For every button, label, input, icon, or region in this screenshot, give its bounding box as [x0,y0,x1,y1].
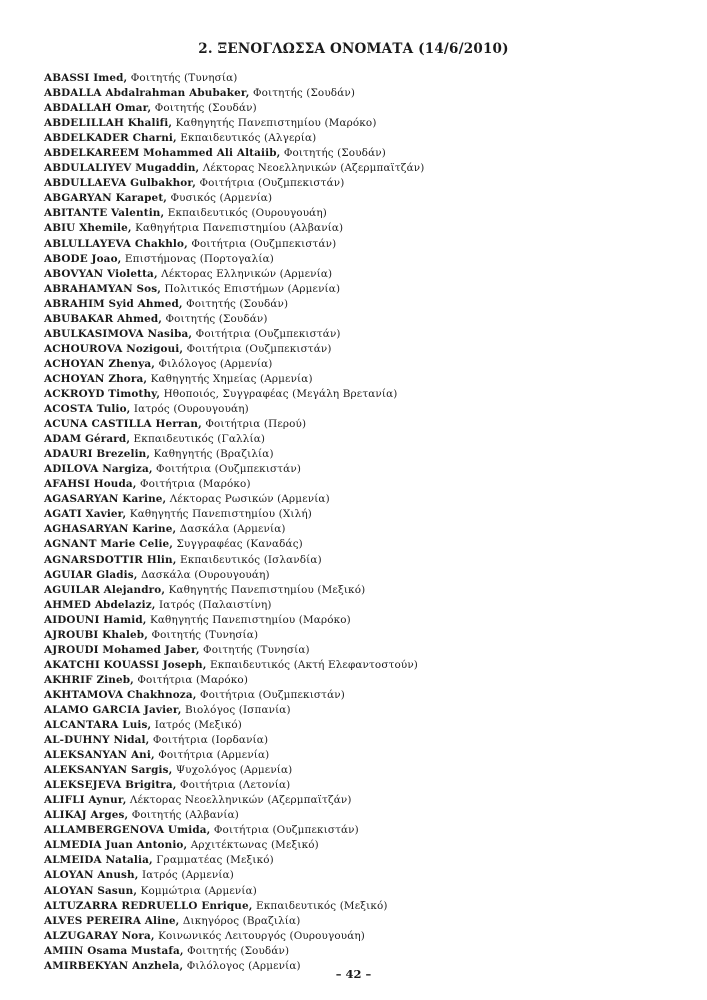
entry-name: ABLULLAYEVA Chakhlo, [44,237,188,250]
entry-description: Φοιτητής (Σουδάν) [151,102,257,115]
entry-name: AGASARYAN Karine, [44,493,167,506]
entry-name: ABDALLA Abdalrahman Abubaker, [44,87,250,100]
entry-name: AGNARSDOTTIR Hlin, [44,553,177,566]
list-item [44,598,684,613]
list-item [44,357,684,372]
entry-description: Φοιτητής (Σουδάν) [162,312,268,325]
entry-description: Φοιτήτρια (Ουζμπεκιστάν) [192,327,341,340]
list-item [44,673,684,688]
entry-description: Φιλόλογος (Αρμενία) [155,357,273,370]
entry-description: Καθηγητής Πανεπιστημίου (Μαρόκο) [172,117,377,130]
entry-description: Γραμματέας (Μεξικό) [152,854,274,867]
list-item [44,342,684,357]
entry-description: Δικηγόρος (Βραζιλία) [179,914,301,927]
list-item [44,267,684,282]
entry-description: Ιατρός (Αρμενία) [138,869,234,882]
list-item [44,808,684,823]
entry-name: ABDULALIYEV Mugaddin, [44,162,200,175]
entry-name: ABASSI Imed, [44,72,128,84]
entry-description: Καθηγητής Πανεπιστημίου (Μαρόκο) [146,613,351,626]
list-item [44,417,684,432]
entry-description: Καθηγητής Πανεπιστημίου (Μεξικό) [165,583,366,596]
entry-name: ALVES PEREIRA Aline, [44,914,180,927]
entry-description: Φοιτήτρια (Ουζμπεκιστάν) [196,688,345,701]
entry-name: ABDELKADER Charni, [44,132,177,145]
entry-description: Ιατρός (Μεξικό) [151,719,243,732]
list-item [44,387,684,402]
list-item [44,628,684,643]
entry-description: Φοιτητής (Αλβανία) [128,809,239,822]
entry-description: Λέκτορας Ελληνικών (Αρμενία) [157,267,333,280]
entry-description: Εκπαιδευτικός (Γαλλία) [130,433,266,446]
list-item [44,899,684,914]
list-item [44,312,684,327]
entry-name: ADILOVA Nargiza, [44,463,153,476]
list-item [44,778,684,793]
list-item [44,252,684,267]
entry-name: ADAURI Brezelin, [44,448,151,461]
page-title: 2. ΞΕΝΟΓΛΩΣΣΑ ΟΝΟΜΑΤΑ (14/6/2010) [198,41,509,57]
entry-description: Φοιτήτρια (Ουζμπεκιστάν) [187,237,337,250]
entry-name: ALZUGARAY Nora, [44,929,155,942]
list-item [44,176,684,191]
entry-name: AIDOUNI Hamid, [44,613,147,626]
list-item [44,507,684,522]
entry-description: Ψυχολόγος (Αρμενία) [172,764,293,777]
entry-name: ABGARYAN Karapet, [44,192,168,205]
entry-name: AGHASARYAN Karine, [44,523,177,536]
entry-name: ABODE Joao, [44,252,122,265]
list-item [44,161,684,176]
list-item [44,583,684,598]
entry-description: Φοιτητής (Τυνησία) [199,643,310,656]
entry-name: AGUILAR Alejandro, [44,583,166,596]
entry-description: Αρχιτέκτωνας (Μεξικό) [187,839,319,852]
entry-name: AL-DUHNY Nidal, [44,734,150,747]
list-item [44,537,684,552]
entry-description: Φοιτήτρια (Αρμενία) [154,749,270,762]
entry-name: AKHRIF Zineb, [44,673,134,686]
entry-name: ALTUZARRA REDRUELLO Enrique, [44,899,253,912]
entry-description: Λέκτορας Ρωσικών (Αρμενία) [166,493,330,506]
entry-description: Φοιτήτρια (Ουζμπεκιστάν) [196,177,345,190]
entry-description: Εκπαιδευτικός (Ισλανδία) [176,553,322,566]
entry-name: ABRAHIM Syid Ahmed, [44,297,183,310]
list-item [44,297,684,312]
list-item [44,553,684,568]
list-item [44,71,684,86]
list-item [44,402,684,417]
list-item [44,763,684,778]
entry-name: AGUIAR Gladis, [44,568,138,581]
entry-name: ALOYAN Sasun, [44,884,138,897]
entry-name: ACHOYAN Zhora, [44,372,148,385]
list-item [44,643,684,658]
entry-name: ALAMO GARCIA Javier, [44,703,182,716]
entry-description: Φοιτήτρια (Λετονία) [176,779,291,792]
entry-description: Εκπαιδευτικός (Ουρουγουάη) [164,207,327,220]
entry-description: Φυσικός (Αρμενία) [167,192,273,205]
list-item [44,613,684,628]
entry-name: AGATI Xavier, [44,508,127,521]
entry-name: ALOYAN Anush, [44,869,139,882]
entry-name: AJROUBI Khaleb, [44,628,148,641]
list-item [44,462,684,477]
entry-description: Κοινωνικός Λειτουργός (Ουρουγουάη) [154,929,365,942]
list-item [44,282,684,297]
page-number: – 42 – [335,967,372,981]
entry-description: Πολιτικός Επιστήμων (Αρμενία) [161,282,341,295]
entry-description: Φοιτήτρια (Ιορδανία) [149,734,269,747]
entry-name: ALEKSANYAN Sargis, [44,764,173,777]
entry-name: ALEKSEJEVA Brigitra, [44,779,177,792]
entry-description: Καθηγητής Πανεπιστημίου (Χιλή) [126,508,312,521]
entry-name: AMIRBEKYAN Anzhela, [44,959,184,972]
entry-description: Επιστήμονας (Πορτογαλία) [121,252,274,265]
entry-name: ABDALLAH Omar, [44,102,152,115]
list-item [44,101,684,116]
list-item [44,748,684,763]
entry-description: Δασκάλα (Αρμενία) [176,523,286,536]
entry-name: ALMEIDA Natalia, [44,854,153,867]
list-item [44,658,684,673]
entry-description: Λέκτορας Νεοελληνικών (Αζερμπαϊτζάν) [126,794,352,807]
entry-description: Φοιτητής (Τυνησία) [127,72,238,84]
entry-description: Φοιτητής (Σουδάν) [183,944,290,957]
entry-name: ALLAMBERGENOVA Umida, [44,824,211,837]
entry-name: ABDELKAREEM Mohammed Ali Altaiib, [44,147,281,160]
entry-name: AJROUDI Mohamed Jaber, [44,643,200,656]
list-item [44,237,684,252]
entry-name: ACHOUROVA Nozigoui, [44,342,184,355]
entry-name: ALIFLI Aynur, [44,794,127,807]
name-list [44,71,684,974]
entry-description: Εκπαιδευτικός (Μεξικό) [252,899,388,912]
entry-name: ACKROYD Timothy, [44,387,161,400]
entry-description: Ιατρός (Παλαιστίνη) [155,598,272,611]
entry-description: Φοιτητής (Σουδάν) [280,147,386,160]
entry-name: AHMED Abdelaziz, [44,598,156,611]
list-item [44,688,684,703]
list-item [44,703,684,718]
list-item [44,221,684,236]
entry-description: Βιολόγος (Ισπανία) [181,703,291,716]
list-item [44,522,684,537]
entry-name: ALCANTARA Luis, [44,719,152,732]
entry-name: ABDULLAEVA Gulbakhor, [44,177,196,190]
entry-description: Φοιτήτρια (Ουζμπεκιστάν) [183,342,332,355]
entry-name: ALIKAJ Arges, [44,809,129,822]
list-item [44,823,684,838]
entry-description: Εκπαιδευτικός (Αλγερία) [176,132,317,145]
entry-name: ACHOYAN Zhenya, [44,357,156,370]
entry-name: ABRAHAMYAN Sos, [44,282,162,295]
entry-description: Καθηγητής (Βραζιλία) [150,448,274,461]
entry-description: Δασκάλα (Ουρουγουάη) [137,568,270,581]
list-item [44,853,684,868]
entry-description: Φοιτήτρια (Ουζμπεκιστάν) [210,824,359,837]
entry-description: Φοιτήτρια (Μαρόκο) [136,478,251,491]
entry-description: Φιλόλογος (Αρμενία) [183,959,301,972]
entry-description: Ηθοποιός, Συγγραφέας (Μεγάλη Βρετανία) [160,387,398,400]
list-item [44,327,684,342]
list-item [44,492,684,507]
list-item [44,191,684,206]
entry-description: Συγγραφέας (Καναδάς) [173,538,303,551]
entry-name: ABIU Xhemile, [44,222,132,235]
list-item [44,568,684,583]
entry-name: ABITANTE Valentin, [44,207,165,220]
list-item [44,733,684,748]
entry-description: Ιατρός (Ουρουγουάη) [130,403,249,416]
list-item [44,477,684,492]
entry-description: Καθηγητής Χημείας (Αρμενία) [147,372,313,385]
list-item [44,372,684,387]
list-item [44,86,684,101]
list-item [44,884,684,899]
entry-description: Καθηγήτρια Πανεπιστημίου (Αλβανία) [131,222,344,235]
list-item [44,868,684,883]
list-item [44,914,684,929]
entry-name: ABOVYAN Violetta, [44,267,158,280]
entry-name: ABDELILLAH Khalifi, [44,117,173,130]
entry-description: Φοιτητής (Σουδάν) [249,87,356,100]
entry-name: ALMEDIA Juan Antonio, [44,839,188,852]
list-item [44,447,684,462]
entry-name: ACUNA CASTILLA Herran, [44,418,202,431]
entry-name: ACOSTA Tulio, [44,403,131,416]
list-item [44,944,684,959]
entry-description: Εκπαιδευτικός (Ακτή Ελεφαντοστούν) [206,658,419,671]
list-item [44,793,684,808]
entry-name: ALEKSANYAN Ani, [44,749,155,762]
entry-name: AKHTAMOVA Chakhnoza, [44,688,197,701]
entry-name: AGNANT Marie Celie, [44,538,174,551]
entry-description: Φοιτήτρια (Ουζμπεκιστάν) [152,463,302,476]
entry-description: Λέκτορας Νεοελληνικών (Αζερμπαϊτζάν) [199,162,425,175]
list-item [44,929,684,944]
entry-name: ADAM Gérard, [44,433,131,446]
list-item [44,146,684,161]
list-item [44,432,684,447]
list-item [44,838,684,853]
entry-name: ABUBAKAR Ahmed, [44,312,163,325]
list-item [44,116,684,131]
list-item [44,131,684,146]
entry-description: Φοιτητής (Τυνησία) [148,628,259,641]
entry-name: AKATCHI KOUASSI Joseph, [44,658,207,671]
entry-description: Φοιτητής (Σουδάν) [182,297,289,310]
entry-name: ABULKASIMOVA Nasiba, [44,327,193,340]
entry-name: AMIIN Osama Mustafa, [44,944,184,957]
list-item [44,718,684,733]
list-item [44,206,684,221]
entry-description: Φοιτήτρια (Περού) [201,418,307,431]
entry-description: Κομμώτρια (Αρμενία) [137,884,257,897]
entry-description: Φοιτήτρια (Μαρόκο) [133,673,249,686]
entry-name: AFAHSI Houda, [44,478,137,491]
